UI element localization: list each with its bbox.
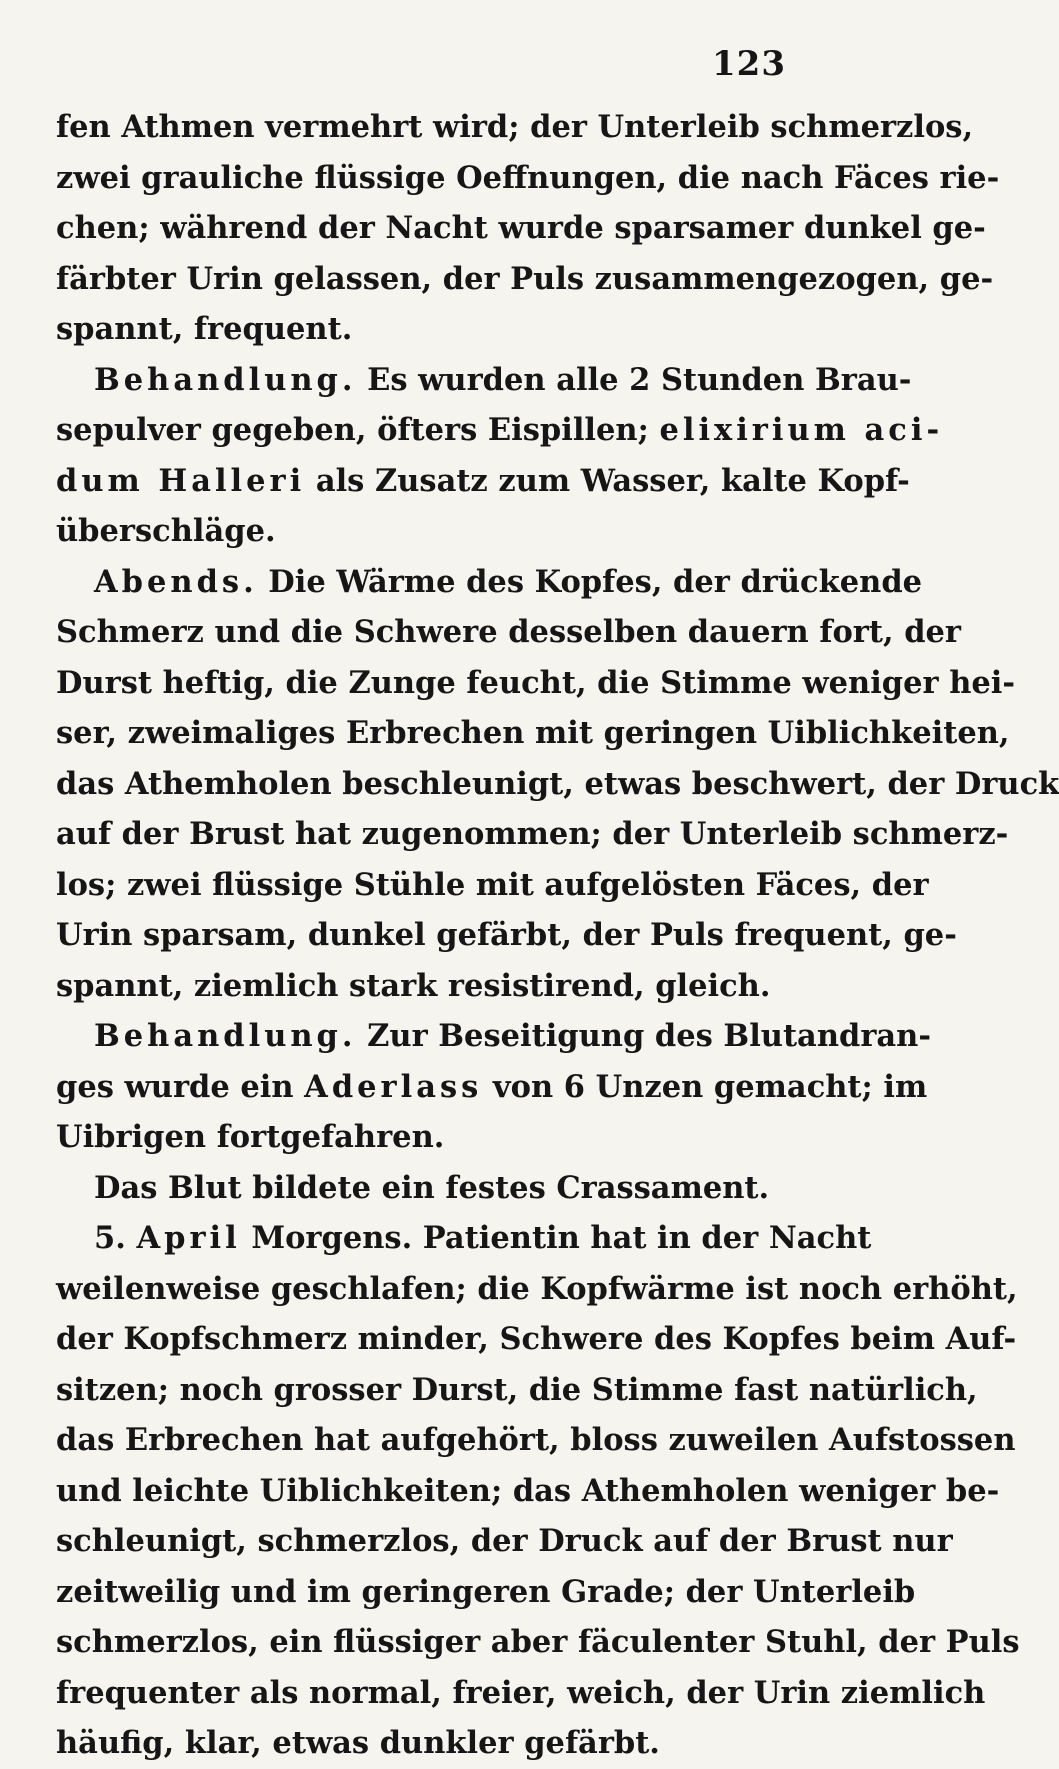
text-segment: von 6 Unzen gemacht; im [482, 1068, 928, 1105]
text-line [56, 304, 772, 355]
text-line [56, 254, 994, 305]
body-text [56, 102, 1059, 1769]
spaced-text: dum Halleri [56, 462, 306, 499]
text-segment: 5. [94, 1220, 137, 1256]
text-line [56, 355, 912, 406]
text-line [56, 1264, 1018, 1315]
text-line [56, 607, 961, 658]
text-line [56, 1567, 916, 1618]
text-segment: der Kopfschmerz minder, Schwere des Kopfes beim Auf- [56, 1321, 1017, 1357]
text-line [56, 1163, 772, 1214]
text-segment: zeitweilig und im geringeren Grade; der Unterleib [56, 1573, 916, 1610]
text-segment: ges wurde ein [56, 1068, 305, 1105]
text-segment: als Zusatz zum Wasser, kalte Kopf- [305, 462, 910, 499]
text-line [56, 1365, 978, 1416]
text-segment: spannt, ziemlich stark resistirend, gleich. [56, 967, 771, 1004]
text-line [56, 1314, 1017, 1365]
text-line [56, 1213, 872, 1264]
spaced-text: Behandlung. [94, 1018, 357, 1054]
page-number: 123 [712, 44, 786, 84]
text-segment: zwei grauliche flüssige Oeffnungen, die nach Fäces rie- [56, 159, 1000, 196]
text-segment: weilenweise geschlafen; die Kopfwärme ist noch erhöht, [56, 1270, 1018, 1307]
text-segment: frequenter als normal, freier, weich, der Urin ziemlich [56, 1674, 986, 1711]
text-line [56, 809, 1009, 860]
text-segment: Die Wärme des Kopfes, der drückende [257, 563, 923, 600]
text-segment: das Erbrechen hat aufgehört, bloss zuweilen Aufstossen [56, 1422, 1016, 1458]
text-segment: überschläge. [56, 513, 276, 549]
text-line [56, 557, 923, 608]
text-segment: fen Athmen vermehrt wird; der Unterleib schmerzlos, [56, 109, 974, 145]
text-line [56, 506, 772, 557]
text-line [56, 405, 944, 456]
text-line [56, 1617, 1020, 1668]
spaced-text: Aderlass [304, 1068, 483, 1105]
text-segment: Das Blut bildete ein festes Crassament. [94, 1169, 770, 1206]
text-segment: schmerzlos, ein flüssiger aber fäculenter Stuhl, der Puls [56, 1624, 1020, 1660]
text-line [56, 1466, 1000, 1517]
text-segment: Morgens. Patientin hat in der Nacht [240, 1220, 872, 1256]
text-segment: schleunigt, schmerzlos, der Druck auf der Brust nur [56, 1523, 953, 1559]
text-line [56, 658, 1016, 709]
text-segment: Urin sparsam, dunkel gefärbt, der Puls frequent, ge- [56, 917, 957, 953]
text-line [56, 456, 910, 507]
spaced-text: Behandlung. [94, 361, 357, 398]
text-segment: chen; während der Nacht wurde sparsamer dunkel ge- [56, 210, 986, 246]
spaced-text: Abends. [94, 563, 258, 600]
text-line [56, 759, 1059, 810]
text-line [56, 102, 974, 153]
spaced-text: elixirium aci- [659, 412, 944, 448]
text-segment: Durst heftig, die Zunge feucht, die Stimme weniger hei- [56, 664, 1016, 701]
text-segment: sepulver gegeben, öfters Eispillen; [56, 412, 660, 448]
text-segment: Schmerz und die Schwere desselben dauern fort, der [56, 614, 961, 650]
spaced-text: April [136, 1220, 241, 1256]
text-line [56, 1668, 986, 1719]
text-line [56, 203, 986, 254]
text-line [56, 1062, 928, 1113]
text-segment: färbter Urin gelassen, der Puls zusammengezogen, ge- [56, 260, 994, 297]
text-segment: ser, zweimaliges Erbrechen mit geringen Uiblichkeiten, [56, 715, 1010, 751]
text-segment: das Athemholen beschleunigt, etwas beschwert, der Druck [56, 765, 1059, 802]
text-line [56, 1516, 953, 1567]
text-segment: Es wurden alle 2 Stunden Brau- [356, 361, 912, 398]
text-line [56, 1415, 1016, 1466]
text-segment: Uibrigen fortgefahren. [56, 1119, 445, 1155]
text-segment: Zur Beseitigung des Blutandran- [356, 1018, 931, 1054]
text-line [56, 910, 957, 961]
text-line [56, 153, 1000, 204]
text-line [56, 1718, 772, 1769]
text-segment: häufig, klar, etwas dunkler gefärbt. [56, 1725, 660, 1761]
text-segment: und leichte Uiblichkeiten; das Athemholen weniger be- [56, 1472, 1000, 1509]
text-segment: spannt, frequent. [56, 311, 353, 347]
text-segment: auf der Brust hat zugenommen; der Unterleib schmerz- [56, 816, 1009, 852]
text-line [56, 1112, 772, 1163]
text-segment: los; zwei flüssige Stühle mit aufgelösten Fäces, der [56, 866, 929, 903]
text-line [56, 1011, 931, 1062]
text-line [56, 708, 1010, 759]
text-segment: sitzen; noch grosser Durst, die Stimme fast natürlich, [56, 1371, 978, 1408]
text-line [56, 961, 772, 1012]
text-line [56, 860, 929, 911]
